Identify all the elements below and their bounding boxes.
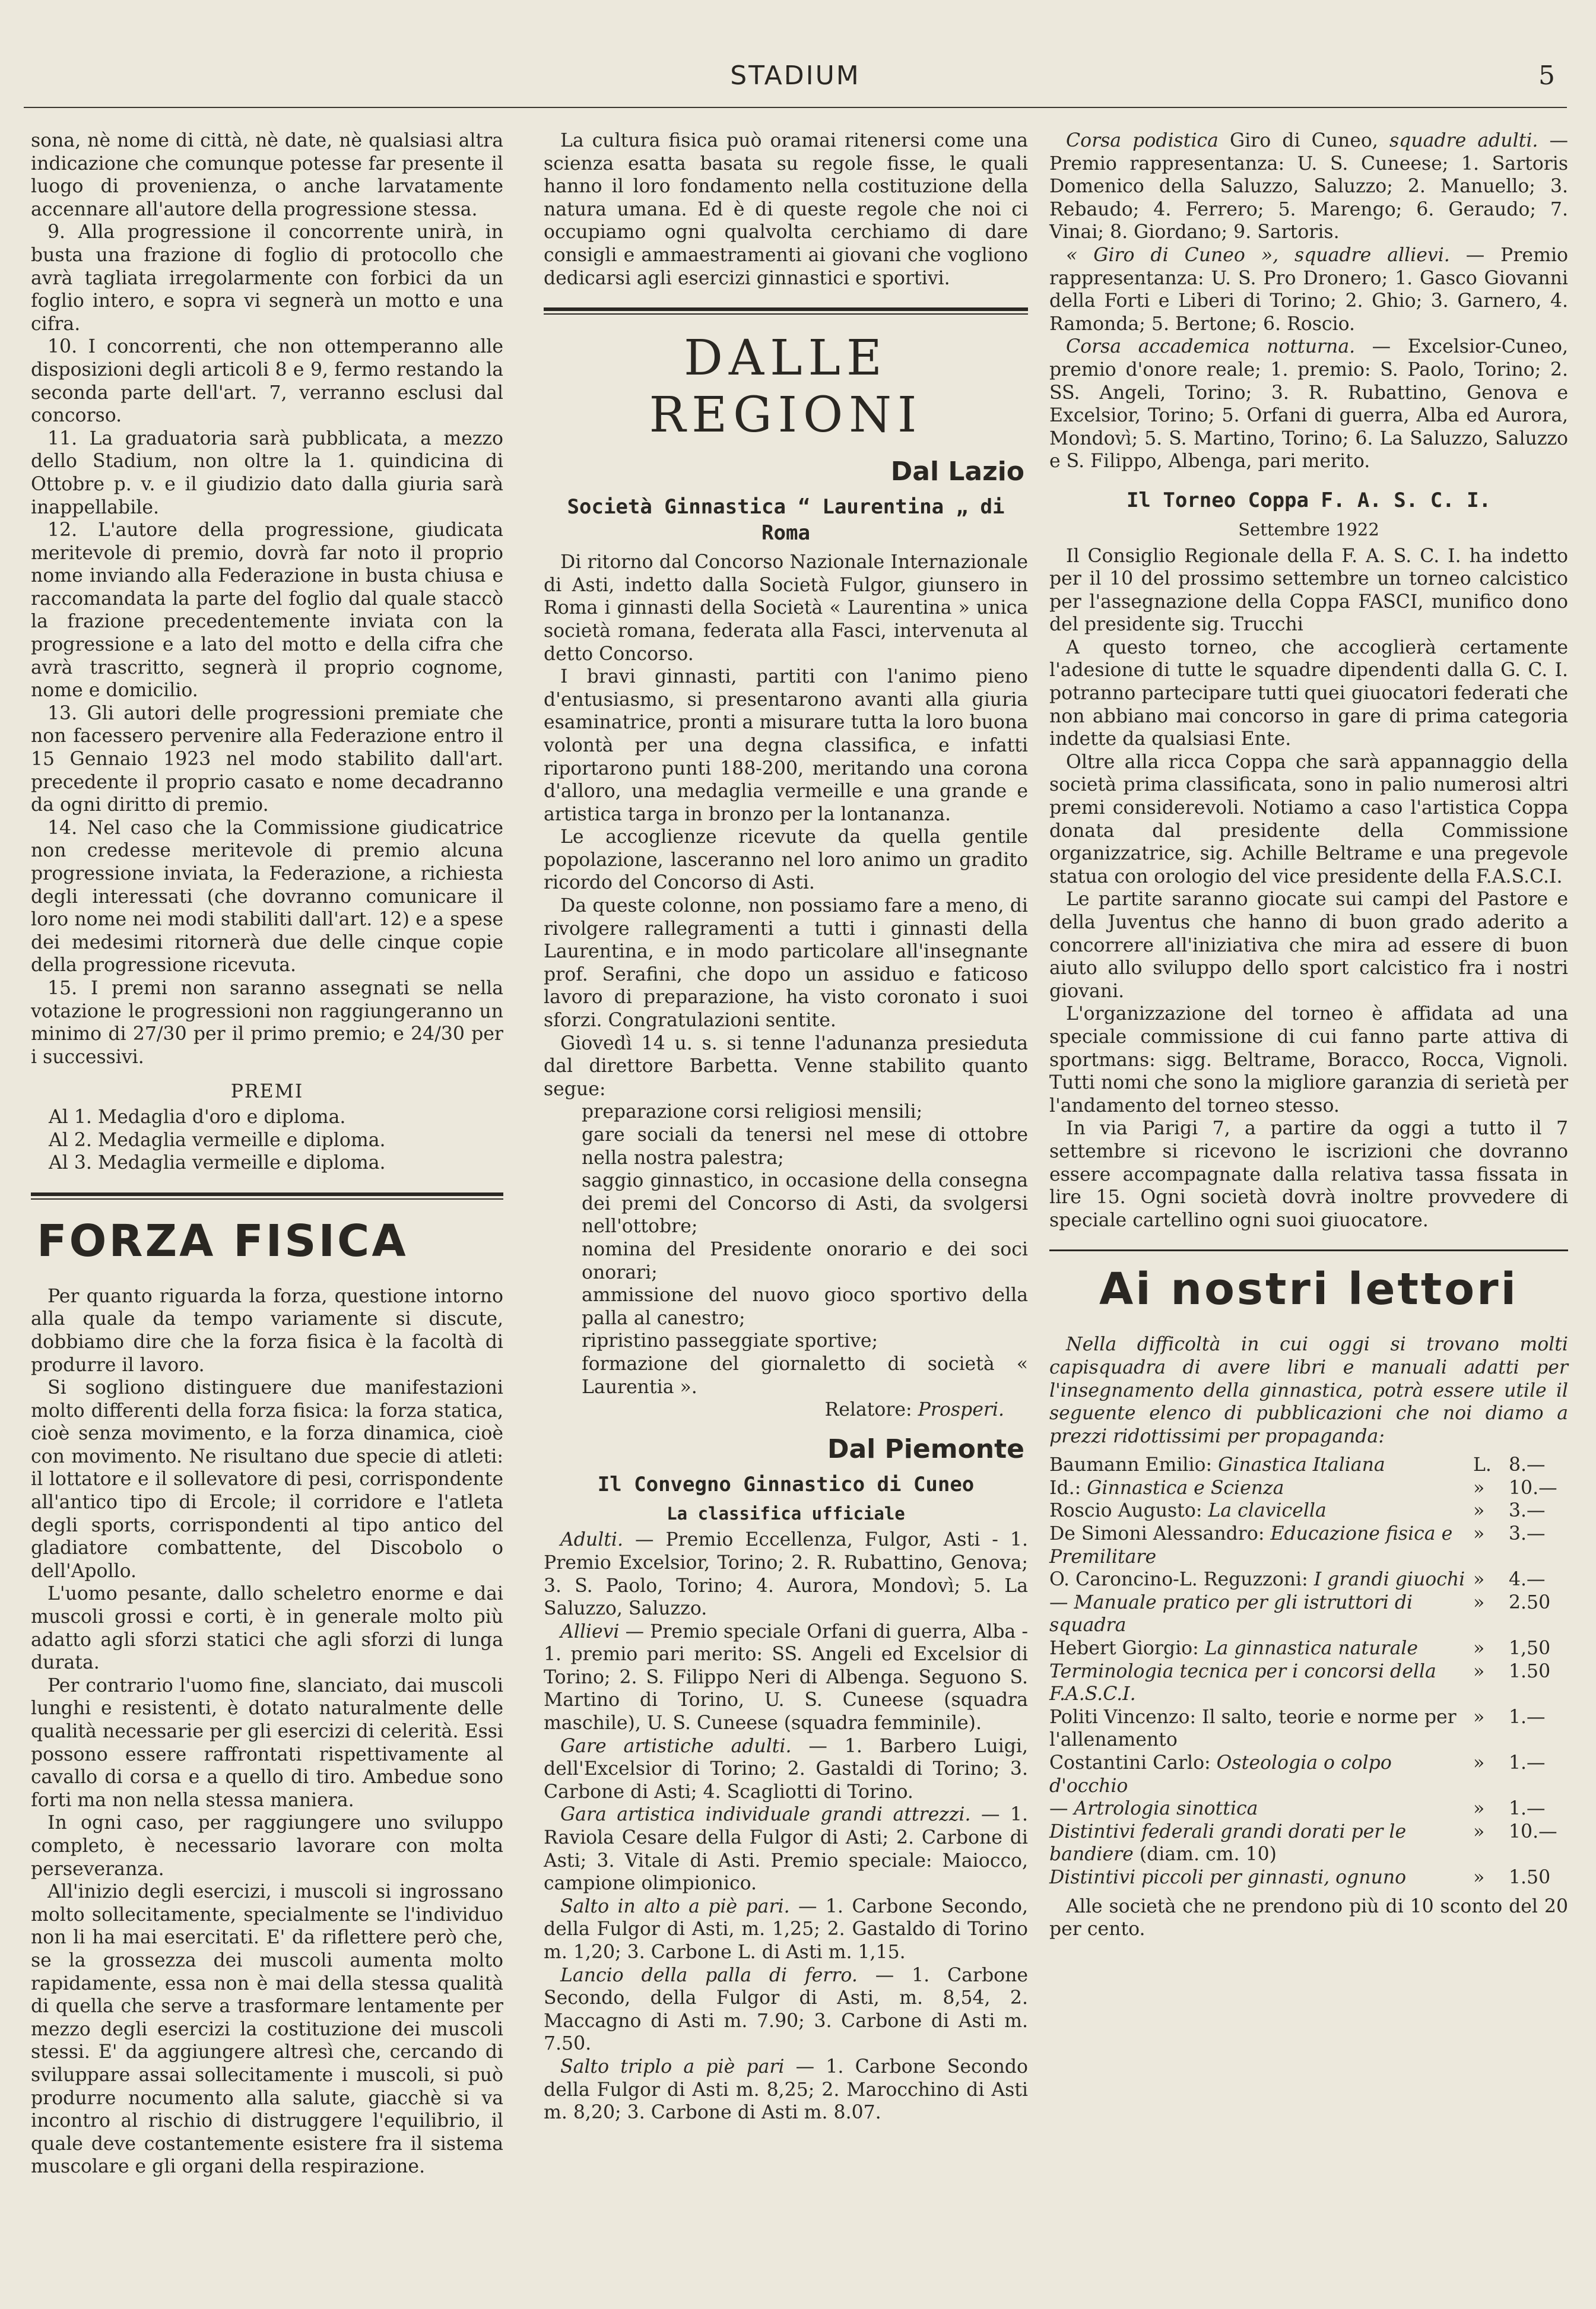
book-title: La ginnastica naturale xyxy=(1204,1638,1418,1660)
ai-nostri-lettori-title: Ai nostri lettori xyxy=(1099,1264,1518,1315)
book-row xyxy=(1049,1797,1568,1820)
list-item: preparazione corsi religiosi mensili; xyxy=(582,1101,923,1123)
book-author: — xyxy=(1049,1591,1074,1613)
paragraph: 11. La graduatoria sarà pubblicata, a mezzo dello Stadium, non oltre la 1. quindicina di Ottobre p. v. e il giudizio dato dalla giuria sarà inappellabile. xyxy=(31,427,503,518)
section-rule xyxy=(1049,1249,1568,1251)
entry-text: — 1. Carbone Secondo, della Fulgor di Asti, m. 8,54, 2. Maccagno di Asti m. 7.90; 3. Carbone di Asti m. 7.50. xyxy=(544,1964,1029,2055)
book-price xyxy=(1473,1820,1568,1866)
result-entry xyxy=(1049,335,1568,473)
book-author: Baumann Emilio: xyxy=(1049,1454,1219,1476)
price-value: 10.— xyxy=(1509,1477,1557,1499)
book-price xyxy=(1473,1866,1568,1889)
result-entry xyxy=(544,1620,1028,1735)
book-price xyxy=(1473,1499,1568,1523)
book-row xyxy=(1049,1820,1568,1866)
result-entry xyxy=(544,1528,1028,1620)
prize-item: Al 3. Medaglia vermeille e diploma. xyxy=(49,1152,386,1174)
result-entry xyxy=(544,1895,1028,1964)
book-price xyxy=(1473,1706,1568,1752)
book-entry xyxy=(1049,1477,1473,1500)
relatore-label: Relatore: xyxy=(824,1399,912,1421)
entry-text: — 1. Raviola Cesare della Fulgor di Asti; 2. Carbone di Asti; 3. Vitale di Asti. Premio speciale: Maiocco, campione olimpionico. xyxy=(544,1804,1028,1895)
section-rule xyxy=(31,1192,503,1196)
book-price xyxy=(1473,1660,1568,1706)
book-row xyxy=(1049,1591,1568,1637)
paragraph: Di ritorno dal Concorso Nazionale Internazionale di Asti, indetto dalla Società Fulgor, giunsero in Roma i ginnasti della Società « Laurentina » unica società romana, federata alla Fasci, intervenuta al detto Concorso. xyxy=(544,551,1028,665)
book-row xyxy=(1049,1866,1568,1889)
price-value: 10.— xyxy=(1509,1820,1557,1842)
prize-item: Al 1. Medaglia d'oro e diploma. xyxy=(49,1106,346,1128)
book-entry xyxy=(1049,1866,1473,1889)
book-row xyxy=(1049,1706,1568,1752)
currency-mark: » xyxy=(1473,1523,1485,1545)
entry-text: — Excelsior-Cuneo, premio d'onore reale; 1. premio: S. Paolo, Torino; 2. SS. Angeli, Torino; 3. R. Rubattino, Genova e Excelsior, Torino; 5. Orfani di guerra, Alba ed Aurora, Mondovì; 5. S. Martino, Torino; 6. La Saluzzo, Saluzzo e S. Filippo, Albenga, pari merito. xyxy=(1049,336,1568,472)
paragraph: L'uomo pesante, dallo scheletro enorme e dai muscoli grossi e corti, è in generale molto più adatto agli sforzi statici che agli sforzi di lunga durata. xyxy=(31,1583,503,1674)
book-title: Manuale pratico per gli istruttori di squadra xyxy=(1049,1591,1413,1636)
book-entry xyxy=(1049,1499,1473,1523)
currency-mark: » xyxy=(1473,1820,1485,1842)
paragraph: 12. L'autore della progressione, giudicata meritevole di premio, dovrà far noto il proprio nome inviando alla Federazione in busta chiusa e raccomandata la parte del foglio dal quale staccò la frazione precedentemente inviata con la progressione e a lato del motto e della cifra che avrà trascritto, segnerà il proprio cognome, nome e domicilio. xyxy=(31,519,503,702)
entry-text: — 1. Barbero Luigi, dell'Excelsior di Torino; 2. Gastaldi di Torino; 3. Carbone di Asti; 4. Scagliotti di Torino. xyxy=(544,1735,1029,1803)
book-author: Politi Vincenzo: xyxy=(1049,1706,1202,1728)
result-entry xyxy=(544,1803,1028,1895)
entry-text: — 1. Carbone Secondo, della Fulgor di Asti, m. 1,25; 2. Gastaldo di Torino m. 1,20; 3. Carbone L. di Asti m. 1,15. xyxy=(544,1895,1028,1963)
book-author: Id.: xyxy=(1049,1477,1087,1499)
currency-mark: » xyxy=(1473,1866,1485,1888)
paragraph: La cultura fisica può oramai ritenersi come una scienza esatta basata su regole fisse, le quali hanno il loro fondamento nella costituzione della natura umana. Ed è di queste regole che noi ci occupiamo ogni qualvolta cerchiamo di dare consigli e ammaestramenti ai giovani che vogliono dedicarsi agli esercizi ginnastici e sportivi. xyxy=(544,130,1028,289)
book-title: Distintivi federali grandi dorati per le bandiere xyxy=(1049,1820,1407,1866)
column-middle xyxy=(544,129,1028,2124)
entry-label: Salto in alto a piè pari. xyxy=(560,1895,790,1917)
book-entry xyxy=(1049,1523,1473,1568)
price-value: 3.— xyxy=(1509,1523,1546,1545)
book-entry xyxy=(1049,1568,1473,1591)
column-left xyxy=(31,129,503,2178)
list-item: ammissione del nuovo gioco sportivo della palla al canestro; xyxy=(582,1284,1028,1329)
regulations-text xyxy=(31,129,503,1068)
column-right xyxy=(1049,129,1568,1941)
paragraph: Il Consiglio Regionale della F. A. S. C. I. ha indetto per il 10 del prossimo settembre un torneo calcistico per l'assegnazione della Coppa FASCI, munifico dono del presidente sig. Trucchi xyxy=(1049,545,1568,636)
section-rule-thin xyxy=(544,313,1028,315)
paragraph: A questo torneo, che accoglierà certamente l'adesione di tutte le squadre dipendenti dalla G. C. I. potranno partecipare tutti quei giuocatori federati che non abbiano mai concorso in gare di prima categoria indette da qualsiasi Ente. xyxy=(1049,636,1568,750)
prize-item: Al 2. Medaglia vermeille e diploma. xyxy=(49,1129,386,1151)
entry-text: — Premio Eccellenza, Fulgor, Asti - 1. Premio Excelsior, Torino; 2. R. Rubattino, Genova; 3. S. Paolo, Torino; 4. Aurora, Mondovì; 5. La Saluzzo, Saluzzo. xyxy=(544,1529,1028,1620)
entry-label: squadre adulti. xyxy=(1389,130,1538,151)
header-rule xyxy=(24,107,1567,108)
result-entry xyxy=(544,1964,1028,2056)
book-entry xyxy=(1049,1706,1473,1752)
paragraph: 10. I concorrenti, che non ottemperanno alle disposizioni degli articoli 8 e 9, fermo restando la seconda parte dell'art. 7, verranno esclusi dal concorso. xyxy=(31,336,503,427)
currency-mark: » xyxy=(1473,1660,1485,1682)
entry-label: Allievi xyxy=(560,1620,620,1642)
paragraph: 15. I premi non saranno assegnati se nella votazione le progressioni non raggiungeranno un minimo di 27/30 per il primo premio; e 24/30 per i successivi. xyxy=(31,977,503,1068)
book-entry xyxy=(1049,1797,1473,1820)
paragraph: Si sogliono distinguere due manifestazioni molto differenti della forza fisica: la forza statica, cioè senza movimento, e la forza dinamica, cioè con movimento. Ne risultano due specie di atleti: il lottatore e il sollevatore di pesi, corrispondente all'antico tipo di Ercole; il corridore e l'atleta degli sports, corrispondenti al tipo antico del gladiatore combattente, del Discobolo o dell'Apollo. xyxy=(31,1377,503,1582)
currency-mark: » xyxy=(1473,1477,1485,1499)
premi-heading: PREMI xyxy=(230,1081,304,1103)
result-entry xyxy=(544,2056,1028,2124)
entry-text: — 1. Carbone Secondo della Fulgor di Asti m. 8,25; 2. Marocchino di Asti m. 8,20; 3. Carbone di Asti m. 8.07. xyxy=(544,2056,1028,2124)
book-title: Osteologia o colpo d'occhio xyxy=(1049,1752,1392,1797)
entry-mid: Giro di Cuneo, xyxy=(1218,130,1390,151)
paragraph: I bravi ginnasti, partiti con l'animo pieno d'entusiasmo, si presentarono avanti alla giuria esaminatrice, pronti a misurare tutta la loro buona volontà per una degna classifica, e infatti riportarono punti 188-200, meritando una corona d'alloro, una medaglia vermeille e una grande e artistica targa in bronzo per la lontananza. xyxy=(544,666,1028,825)
currency-mark: » xyxy=(1473,1752,1485,1774)
region-heading-piemonte: Dal Piemonte xyxy=(827,1433,1024,1464)
book-price xyxy=(1473,1477,1568,1500)
book-title: Ginastica Italiana xyxy=(1218,1454,1385,1476)
price-value: 1.— xyxy=(1509,1798,1546,1820)
list-item: nomina del Presidente onorario e dei soci onorari; xyxy=(582,1238,1028,1283)
book-title: Ginnastica e Scienza xyxy=(1087,1477,1284,1499)
relatore-name: Prosperi. xyxy=(918,1399,1004,1421)
paragraph: Per quanto riguarda la forza, questione intorno alla quale da tempo variamente si discute, dobbiamo dire che la forza fisica è la facoltà di produrre il lavoro. xyxy=(31,1285,503,1376)
entry-label: Corsa accademica notturna. xyxy=(1066,336,1356,358)
page-number: 5 xyxy=(1538,61,1555,91)
paragraph: All'inizio degli esercizi, i muscoli si ingrossano molto sollecitamente, specialmente se l'individuo non li ha mai esercitati. E' da riflettere però che, se la grossezza dei muscoli aumenta molto rapidamente, essa non è mai della stessa qualità di quella che serve a trasformare lentamente per mezzo degli esercizi la costituzione dei muscoli stessi. E' da aggiungere altresì che, cercando di sviluppare assai sollecitamente i muscoli, si può produrre nocumento alla salute, giacchè si va incontro al rischio di distruggere l'equilibrio, il quale deve costantemente esistere fra il sistema muscolare e gli organi della respirazione. xyxy=(31,1881,503,2178)
paragraph: L'organizzazione del torneo è affidata ad una speciale commissione di cui fanno parte attiva di sportmans: sigg. Beltrame, Boracco, Rocca, Vignoli. Tutti nomi che sono la migliore garanzia di serietà per l'andamento del torneo stesso. xyxy=(1049,1003,1568,1117)
meeting-decisions-list xyxy=(544,1100,1028,1398)
currency-mark: » xyxy=(1473,1706,1485,1728)
entry-label: « Giro di Cuneo », squadre allievi. xyxy=(1066,244,1450,266)
result-entry xyxy=(544,1735,1028,1804)
forza-fisica-title: FORZA FISICA xyxy=(37,1215,408,1267)
book-row xyxy=(1049,1454,1568,1477)
paragraph: sona, nè nome di città, nè date, nè qualsiasi altra indicazione che comunque potesse far presente il luogo di provenienza, o anche larvatamente accennare all'autore della progressione stessa. xyxy=(31,130,503,220)
list-item: gare sociali da tenersi nel mese di ottobre nella nostra palestra; xyxy=(582,1124,1028,1169)
price-value: 1.— xyxy=(1509,1706,1546,1728)
torneo-date: Settembre 1922 xyxy=(1238,519,1379,540)
entry-label: Gare artistiche adulti. xyxy=(560,1735,792,1757)
book-extra: (diam. cm. 10) xyxy=(1133,1844,1277,1866)
paragraph: 13. Gli autori delle progressioni premiate che non facessero pervenire alla Federazione entro il 15 Gennaio 1923 nel modo stabilito dall'art. precedente il proprio casato e nome decadranno da ogni diritto di premio. xyxy=(31,702,503,816)
book-price xyxy=(1473,1797,1568,1820)
paragraph: In ogni caso, per raggiungere uno sviluppo completo, è necessario lavorare con molta perseveranza. xyxy=(31,1812,503,1880)
book-price xyxy=(1473,1591,1568,1637)
currency-mark: L. xyxy=(1473,1454,1492,1476)
book-entry xyxy=(1049,1820,1473,1866)
paragraph: Giovedì 14 u. s. si tenne l'adunanza presieduta dal direttore Barbetta. Venne stabilito quanto segue: xyxy=(544,1032,1028,1100)
cuneo-subheading: La classifica ufficiale xyxy=(667,1503,905,1524)
price-value: 4.— xyxy=(1509,1569,1546,1591)
entry-text: — Premio speciale Orfani di guerra, Alba - 1. premio pari merito: SS. Angeli ed Excelsior di Torino; 2. S. Filippo Neri di Albenga. Seguono S. Martino di Torino, U. S. Cuneese (squadra maschile), U. S. Cuneese (squadra femminile). xyxy=(544,1620,1028,1734)
book-price xyxy=(1473,1454,1568,1477)
book-price xyxy=(1473,1568,1568,1591)
price-value: 1.— xyxy=(1509,1752,1546,1774)
entry-text: — Premio rappresentanza: U. S. Cuneese; 1. Sartoris Domenico della Saluzzo, Saluzzo; 2. Manuello; 3. Rebaudo; 4. Ferrero; 5. Marengo; 6. Geraudo; 7. Vinai; 8. Giordano; 9. Sartoris. xyxy=(1049,130,1569,243)
cuneo-heading: Il Convegno Ginnastico di Cuneo xyxy=(597,1472,975,1496)
paragraph: 9. Alla progressione il concorrente unirà, in busta una frazione di foglio di protocollo che avrà tagliata irregolarmente con forbici da un foglio intero, e sopra vi segnerà un motto e una cifra. xyxy=(31,221,503,335)
paragraph: Le partite saranno giocate sui campi del Pastore e della Juventus che hanno di buon grado aderito a concorrere all'iniziativa che mira ad essere di buon aiuto allo sviluppo dello sport calcistico fra i nostri giovani. xyxy=(1049,889,1568,1002)
page-header xyxy=(24,55,1567,108)
book-title: I grandi giuochi xyxy=(1313,1569,1465,1591)
paragraph: Da queste colonne, non possiamo fare a meno, di rivolgere rallegramenti a tutti i ginnasti della Laurentina, e in modo particolare all'insegnante prof. Serafini, che dopo un assiduo e faticoso lavoro di preparazione, ha visto coronato i suoi sforzi. Congratulazioni sentite. xyxy=(544,895,1028,1032)
price-value: 3.— xyxy=(1509,1500,1546,1522)
list-item: saggio ginnastico, in occasione della consegna dei premi del Concorso di Asti, da svolgersi nell'ottobre; xyxy=(582,1170,1028,1238)
paragraph: Oltre alla ricca Coppa che sarà appannaggio della società prima classificata, sono in palio numerosi altri premi considerevoli. Notiamo a caso l'artistica Coppa donata dal presidente della Commissione organizzatrice, sig. Achille Beltrame e una pregevole statua con orologio del vice presidente della F.A.S.C.I. xyxy=(1049,751,1568,887)
entry-label: Salto triplo a piè pari xyxy=(560,2056,785,2078)
book-row xyxy=(1049,1477,1568,1500)
torneo-heading: Il Torneo Coppa F. A. S. C. I. xyxy=(1126,488,1492,512)
book-entry xyxy=(1049,1752,1473,1797)
book-title: Artrologia sinottica xyxy=(1074,1798,1258,1820)
price-value: 8.— xyxy=(1509,1454,1546,1476)
book-price xyxy=(1473,1752,1568,1797)
book-entry xyxy=(1049,1454,1473,1477)
price-value: 1.50 xyxy=(1509,1866,1551,1888)
book-title: Terminologia tecnica per i concorsi della F.A.S.C.I. xyxy=(1049,1660,1436,1705)
price-value: 1,50 xyxy=(1509,1638,1551,1660)
result-entry xyxy=(1049,244,1568,335)
list-item: formazione del giornaletto di società « Laurentia ». xyxy=(582,1353,1028,1398)
book-author: — xyxy=(1049,1798,1074,1820)
section-rule xyxy=(544,307,1028,311)
paragraph: 14. Nel caso che la Commissione giudicatrice non credesse meritevole di premio alcuna progressione inviata, la Federazione, a richiesta degli interessati (che dovranno comunicare il loro nome nei modi stabiliti dall'art. 12) e a spese dei medesimi ritornerà due delle cinque copie della progressione ricevuta. xyxy=(31,817,503,976)
book-author: Roscio Augusto: xyxy=(1049,1500,1208,1522)
book-entry xyxy=(1049,1660,1473,1706)
book-author: Hebert Giorgio: xyxy=(1049,1638,1205,1660)
entry-text: — Premio rappresentanza: U. S. Pro Dronero; 1. Gasco Giovanni della Forti e Liberi di Torino; 2. Ghio; 3. Garnero, 4. Ramonda; 5. Bertone; 6. Roscio. xyxy=(1049,244,1568,335)
price-value: 2.50 xyxy=(1509,1591,1551,1613)
book-author: O. Caroncino-L. Reguzzoni: xyxy=(1049,1569,1314,1591)
paragraph: Le accoglienze ricevute da quella gentile popolazione, lasceranno nel loro animo un gradito ricordo del Concorso di Asti. xyxy=(544,826,1028,894)
book-price xyxy=(1473,1637,1568,1660)
currency-mark: » xyxy=(1473,1569,1485,1591)
relatore-line xyxy=(544,1398,1028,1422)
book-title: Il salto, teorie e norme per l'allenamento xyxy=(1049,1706,1457,1751)
book-price-list xyxy=(1049,1454,1568,1889)
entry-label: Adulti. xyxy=(560,1529,624,1551)
currency-mark: » xyxy=(1473,1798,1485,1820)
lettori-intro: Nella difficoltà in cui oggi si trovano molti capisquadra di avere libri e manuali adatti per l'insegnamento della ginnastica, potrà essere utile il seguente elenco di pubblicazioni che noi diamo a prezzi ridottissimi per propaganda: xyxy=(1049,1334,1568,1447)
book-row xyxy=(1049,1752,1568,1797)
book-author: Costantini Carlo: xyxy=(1049,1752,1217,1774)
entry-label: Gara artistica individuale grandi attrezzi. xyxy=(560,1804,971,1826)
entry-label: Lancio della palla di ferro. xyxy=(560,1964,858,1986)
dalle-regioni-title: DALLE REGIONI xyxy=(649,330,923,444)
currency-mark: » xyxy=(1473,1591,1485,1613)
laurentina-heading: Società Ginnastica “ Laurentina „ di Roma xyxy=(567,495,1005,545)
list-item: ripristino passeggiate sportive; xyxy=(582,1330,878,1352)
book-row xyxy=(1049,1637,1568,1660)
currency-mark: » xyxy=(1473,1638,1485,1660)
paragraph: Per contrario l'uomo fine, slanciato, dai muscoli lunghi e resistenti, è dotato naturalmente delle qualità necessarie per gli esercizi di celerità. Essi possono essere raffrontati rispettivamente al cavallo di corsa e a quello di tiro. Ambedue sono forti ma non nella stessa maniera. xyxy=(31,1674,503,1811)
book-row xyxy=(1049,1568,1568,1591)
discount-note: Alle società che ne prendono più di 10 sconto del 20 per cento. xyxy=(1049,1895,1568,1940)
book-row xyxy=(1049,1499,1568,1523)
book-price xyxy=(1473,1523,1568,1568)
book-row xyxy=(1049,1523,1568,1568)
book-title: Distintivi piccoli per ginnasti, ognuno xyxy=(1049,1866,1407,1888)
book-entry xyxy=(1049,1637,1473,1660)
book-entry xyxy=(1049,1591,1473,1637)
region-heading-lazio: Dal Lazio xyxy=(890,456,1024,487)
result-entry xyxy=(1049,129,1568,244)
book-author: De Simoni Alessandro: xyxy=(1049,1523,1271,1545)
book-row xyxy=(1049,1660,1568,1706)
currency-mark: » xyxy=(1473,1500,1485,1522)
price-value: 1.50 xyxy=(1509,1660,1551,1682)
newspaper-title: STADIUM xyxy=(730,61,861,91)
book-title: La clavicella xyxy=(1208,1500,1327,1522)
book-title: Educazione fisica e Premilitare xyxy=(1049,1523,1453,1568)
entry-label: Corsa podistica xyxy=(1066,130,1219,151)
section-rule-thin xyxy=(31,1198,503,1200)
paragraph: In via Parigi 7, a partire da oggi a tutto il 7 settembre si ricevono le iscrizioni che dovranno essere accompagnate dalla relativa tassa fissata in lire 15. Ogni società dovrà inoltre provvedere di speciale cartellino ogni suoi giuocatore. xyxy=(1049,1118,1568,1231)
